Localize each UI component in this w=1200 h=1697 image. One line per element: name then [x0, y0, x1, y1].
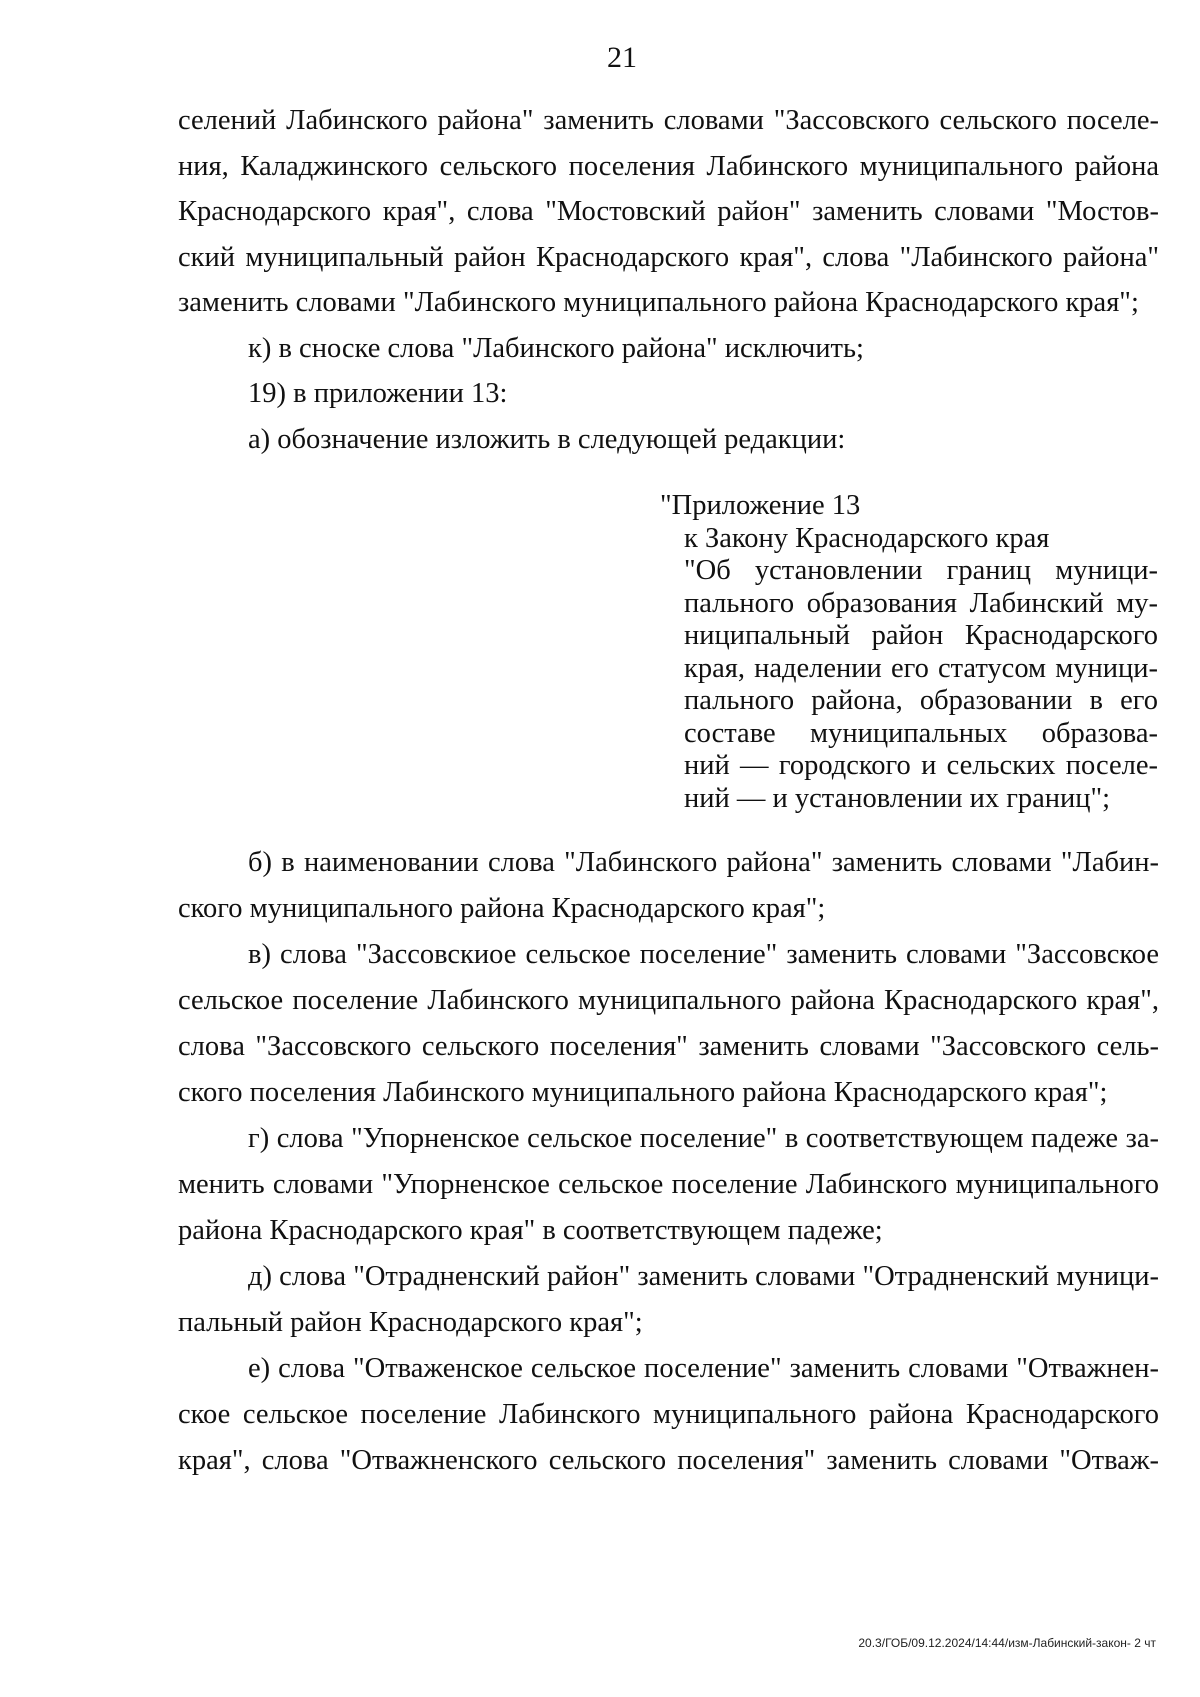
appendix-heading-block — [660, 490, 1158, 815]
text-line: д) слова "Отрадненский район" заменить словами "Отрадненский муници- — [248, 1261, 1159, 1292]
paragraph-item-e — [178, 1346, 1159, 1484]
appendix-line: ний — городского и сельских поселе- — [684, 750, 1158, 781]
text-line: ского поселения Лабинского муниципального района Краснодарского края"; — [178, 1077, 1108, 1108]
document-body-top — [178, 98, 1159, 462]
text-line: ское сельское поселение Лабинского муниципального района Краснодарского — [178, 1399, 1159, 1430]
text-line: менить словами "Упорненское сельское поселение Лабинского муниципального — [178, 1169, 1159, 1200]
paragraph-item-19: 19) в приложении 13: — [248, 378, 508, 409]
text-line: б) в наименовании слова "Лабинского района" заменить словами "Лабин- — [248, 847, 1159, 878]
appendix-title: "Приложение 13 — [660, 490, 861, 521]
appendix-law-ref: к Закону Краснодарского края — [684, 522, 1050, 554]
text-line: сельское поселение Лабинского муниципального района Краснодарского края", — [178, 985, 1159, 1016]
text-line: Краснодарского края", слова "Мостовский район" заменить словами "Мостов- — [178, 196, 1159, 227]
document-body-bottom — [178, 840, 1159, 1484]
text-line: края", слова "Отважненского сельского поселения" заменить словами "Отваж- — [178, 1445, 1159, 1476]
paragraph-item-b — [178, 840, 1159, 932]
document-footer-stamp: 20.3/ГОБ/09.12.2024/14:44/изм-Лабинский-закон- 2 чт — [858, 1636, 1156, 1650]
text-line: ского муниципального района Краснодарского края"; — [178, 893, 826, 924]
text-line: селений Лабинского района" заменить словами "Зассовского сельского поселе- — [178, 105, 1159, 136]
paragraph-item-v — [178, 932, 1159, 1116]
text-line: ский муниципальный район Краснодарского края", слова "Лабинского района" — [178, 241, 1159, 273]
paragraph-continuation — [178, 98, 1159, 326]
page-number: 21 — [607, 41, 637, 74]
paragraph-item-k: к) в сноске слова "Лабинского района" исключить; — [248, 332, 864, 364]
paragraph-item-g — [178, 1116, 1159, 1254]
paragraph-item-a: а) обозначение изложить в следующей редакции: — [248, 423, 846, 455]
appendix-line: пального района, образовании в его — [684, 685, 1158, 716]
text-line: заменить словами "Лабинского муниципального района Краснодарского края"; — [178, 287, 1139, 318]
appendix-line: пального образования Лабинский му- — [684, 587, 1158, 619]
text-line: ния, Каладжинского сельского поселения Лабинского муниципального района — [178, 150, 1159, 182]
appendix-line: "Об установлении границ муници- — [684, 555, 1158, 586]
appendix-line: составе муниципальных образова- — [684, 717, 1158, 749]
text-line: в) слова "Зассовскиое сельское поселение" заменить словами "Зассовское — [248, 939, 1159, 970]
text-line: г) слова "Упорненское сельское поселение" в соответствующем падеже за- — [248, 1123, 1159, 1154]
appendix-line: ниципальный район Краснодарского — [684, 620, 1158, 651]
appendix-line: ний — и установлении их границ"; — [684, 782, 1111, 814]
text-line: района Краснодарского края" в соответствующем падеже; — [178, 1215, 883, 1246]
text-line: е) слова "Отваженское сельское поселение" заменить словами "Отважнен- — [248, 1353, 1159, 1384]
text-line: пальный район Краснодарского края"; — [178, 1307, 643, 1338]
text-line: слова "Зассовского сельского поселения" заменить словами "Зассовского сель- — [178, 1031, 1159, 1062]
appendix-line: края, наделении его статусом муници- — [684, 652, 1158, 684]
paragraph-item-d — [178, 1254, 1159, 1346]
